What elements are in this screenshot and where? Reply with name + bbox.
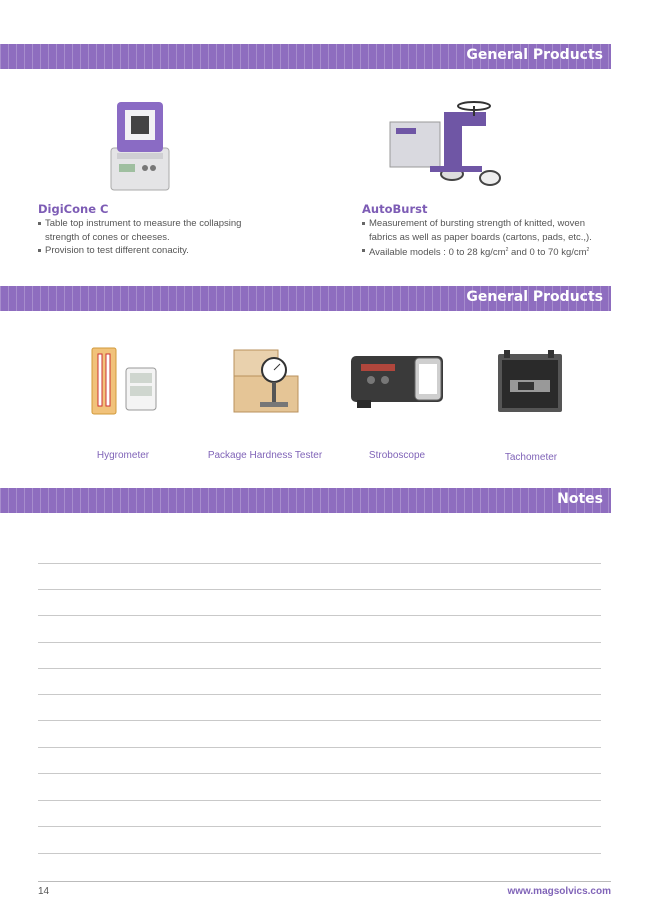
note-line [38, 642, 601, 643]
note-line [38, 800, 601, 801]
autoburst-range-1: Available models : 0 to 28 kg/cm [369, 247, 506, 259]
autoburst-feature-1: Measurement of bursting strength of knitted, woven fabrics as well as paper boards (cartons, pads, etc.,). [362, 217, 612, 244]
stroboscope-image [349, 352, 445, 412]
note-line [38, 694, 601, 695]
note-line [38, 668, 601, 669]
digicone-image [105, 98, 175, 193]
digicone-feature-1: Table top instrument to measure the collapsing strength of cones or cheeses. [38, 217, 268, 244]
note-line [38, 747, 601, 748]
tachometer-image [496, 348, 564, 416]
autoburst-image [386, 100, 501, 188]
note-line [38, 589, 601, 590]
stroboscope-caption: Stroboscope [368, 450, 426, 461]
autoburst-feature-2 [362, 244, 612, 260]
note-line [38, 826, 601, 827]
page-number: 14 [38, 886, 50, 897]
digicone-features [38, 217, 268, 258]
footer-divider [38, 881, 611, 882]
note-line [38, 615, 601, 616]
digicone-feature-2: Provision to test different conacity. [38, 244, 268, 258]
section-header-general-products [0, 44, 611, 69]
package-hardness-tester-image [230, 348, 302, 416]
autoburst-title: AutoBurst [362, 202, 428, 216]
autoburst-unit-exp-2: 2 [586, 247, 590, 253]
hygrometer-image [88, 346, 160, 416]
hygrometer-caption: Hygrometer [96, 450, 150, 461]
note-line [38, 563, 601, 564]
website-link[interactable]: www.magsolvics.com [507, 886, 611, 897]
autoburst-range-2: and 0 to 70 kg/cm [508, 247, 587, 259]
autoburst-features [362, 217, 612, 260]
note-line [38, 720, 601, 721]
note-line [38, 773, 601, 774]
section-title: Notes [557, 491, 603, 507]
section-header-notes [0, 488, 611, 513]
tachometer-caption: Tachometer [504, 452, 558, 463]
section-header-general-products-2 [0, 286, 611, 311]
section-title: General Products [466, 289, 603, 305]
digicone-title: DigiCone C [38, 202, 109, 216]
package-hardness-tester-caption: Package Hardness Tester [207, 450, 323, 461]
autoburst-unit-exp-1: 2 [505, 247, 509, 253]
note-line [38, 853, 601, 854]
section-title: General Products [466, 47, 603, 63]
